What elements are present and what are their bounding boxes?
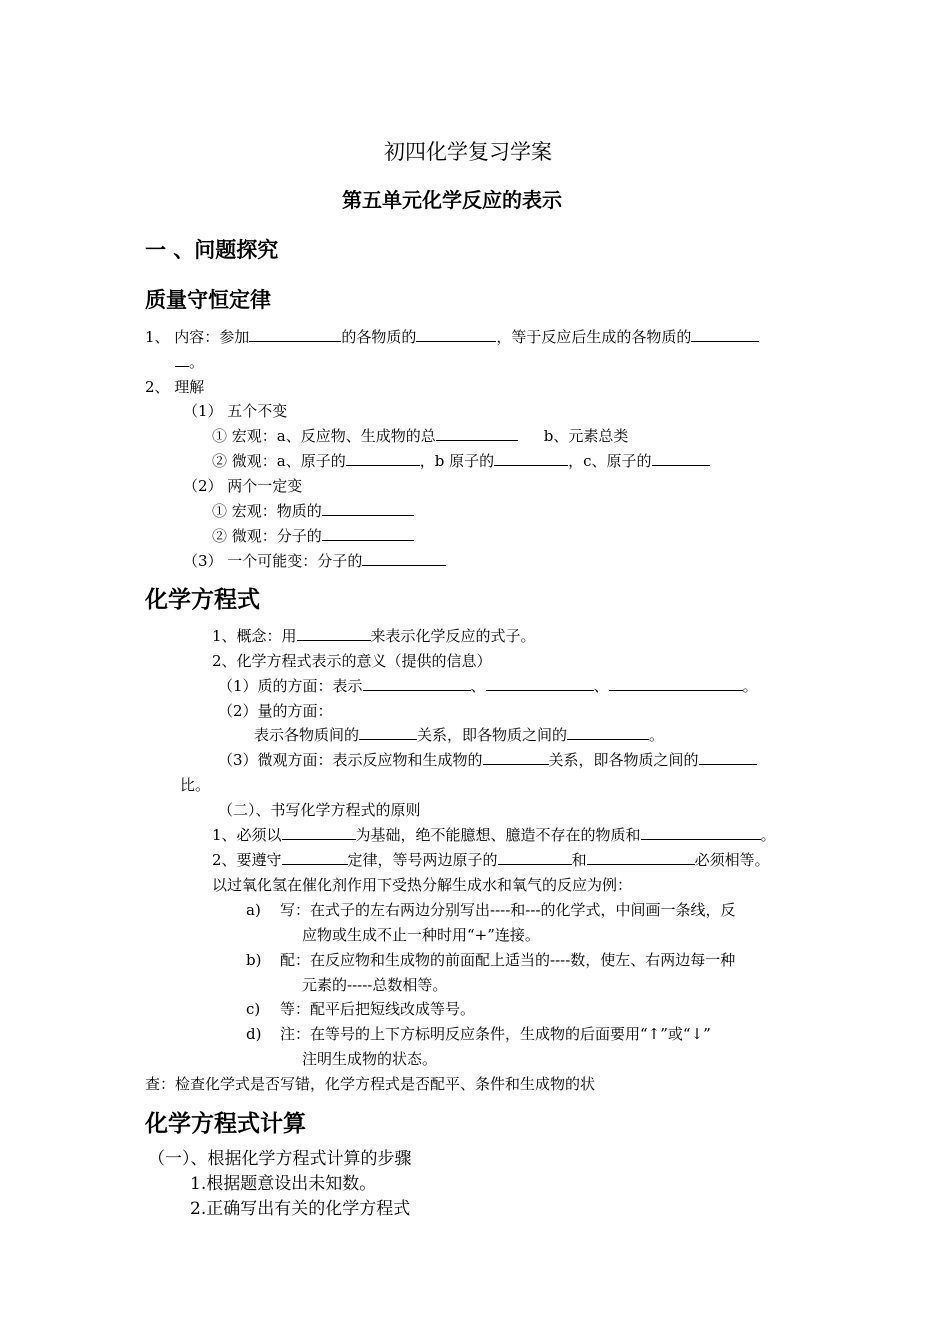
step-text: 写：在式子的左右两边分别写出----和---的化学式，中间画一条线，反: [280, 901, 736, 919]
section-heading-inquiry: 一 、问题探究: [145, 238, 279, 262]
step-mark: a): [246, 901, 261, 919]
content-line: ① 宏观：物质的: [212, 501, 414, 521]
content-line: 1、概念：用 来表示化学反应的式子。: [212, 627, 536, 645]
blank: [567, 725, 649, 740]
step-text: 注：在等号的上下方标明反应条件，生成物的后面要用“↑”或“↓”: [280, 1025, 711, 1043]
blank: [322, 526, 414, 541]
blank: [282, 825, 356, 840]
step-text: 等：配平后把短线改成等号。: [280, 1000, 476, 1018]
step-mark: b): [246, 951, 262, 969]
blank: [587, 850, 695, 865]
step-text-cont: 应物或生成不止一种时用“+”连接。: [302, 926, 540, 944]
content-line: 1、必须以 为基础，绝不能臆想、臆造不存在的物质和 。: [212, 826, 776, 844]
blank: [609, 676, 743, 691]
blank: [297, 626, 371, 641]
content-line: 比。: [180, 776, 211, 794]
blank: [652, 451, 710, 466]
content-line: 1、 内容：参加 的各物质的 ，等于反应后生成的各物质的: [145, 327, 759, 347]
sub-two-changed: （2） 两个一定变: [183, 477, 303, 495]
blank: [249, 327, 341, 342]
blank: [436, 426, 518, 441]
blank: [346, 451, 420, 466]
blank: [175, 352, 189, 367]
step-text-cont: 注明生成物的状态。: [302, 1050, 438, 1068]
calc-steps-heading: （一）、根据化学方程式计算的步骤: [148, 1149, 412, 1169]
item-understanding: 2、 理解: [145, 378, 205, 396]
step-mark: d): [246, 1025, 262, 1043]
blank: [641, 825, 761, 840]
blank: [483, 750, 549, 765]
quantity-line: （2）量的方面：: [218, 702, 333, 720]
blank: [282, 850, 348, 865]
example-line: 以过氧化氢在催化剂作用下受热分解生成水和氧气的反应为例：: [212, 876, 633, 894]
step-text: 配：在反应物和生成物的前面配上适当的----数，使左、右两边每一种: [280, 951, 736, 969]
content-line: 表示各物质间的 关系，即各物质之间的 。: [254, 726, 665, 744]
blank: [494, 451, 568, 466]
unit-title: 第五单元化学反应的表示: [342, 188, 562, 212]
heading-equation-calculation: 化学方程式计算: [145, 1111, 306, 1137]
blank: [363, 676, 471, 691]
content-line: 。: [175, 352, 204, 372]
calc-step-2: 2.正确写出有关的化学方程式: [190, 1199, 411, 1219]
blank: [486, 676, 594, 691]
meaning-line: 2、化学方程式表示的意义（提供的信息）: [212, 652, 492, 670]
blank: [498, 850, 572, 865]
step-text-cont: 元素的-----总数相等。: [302, 976, 448, 994]
step-mark: c): [246, 1000, 261, 1018]
content-line: （3）微观方面：表示反应物和生成物的 关系，即各物质之间的: [218, 750, 757, 770]
blank: [699, 750, 757, 765]
principle-heading: （二）、书写化学方程式的原则: [218, 801, 421, 819]
blank: [416, 327, 496, 342]
blank: [362, 551, 446, 566]
check-line: 查：检查化学式是否写错，化学方程式是否配平、条件和生成物的状: [145, 1075, 596, 1093]
blank: [691, 327, 759, 342]
content-line: （1）质的方面：表示 、 、 。: [218, 677, 758, 695]
page-title: 初四化学复习学案: [384, 140, 552, 164]
blank: [359, 725, 417, 740]
sub-five-unchanged: （1） 五个不变: [183, 402, 288, 420]
heading-chemical-equation: 化学方程式: [145, 587, 260, 613]
calc-step-1: 1.根据题意设出未知数。: [190, 1174, 377, 1194]
content-line: ① 宏观：a、反应物、生成物的总 b、元素总类: [212, 427, 629, 445]
content-line: ② 微观：a、原子的 ，b 原子的 ，c、原子的: [212, 451, 710, 471]
content-line: （3） 一个可能变：分子的: [183, 551, 446, 571]
heading-mass-conservation: 质量守恒定律: [145, 288, 271, 312]
blank: [322, 501, 414, 516]
content-line: 2、要遵守 定律，等号两边原子的 和 必须相等。: [212, 851, 770, 869]
content-line: ② 微观：分子的: [212, 526, 414, 546]
